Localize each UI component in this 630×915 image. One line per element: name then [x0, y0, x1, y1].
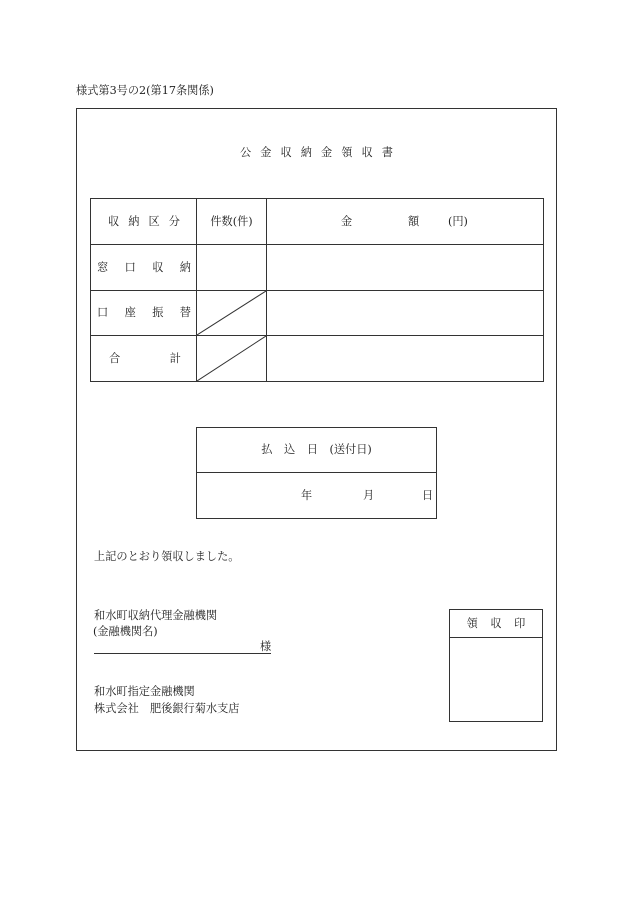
- category-cell-total: 合 計: [91, 336, 197, 382]
- summary-header-row: [91, 199, 544, 245]
- payment-date-label: 払 込 日 (送付日): [197, 428, 437, 473]
- agent-bank-name-label: (金融機関名): [93, 625, 158, 638]
- amount-header-label-1: 金: [341, 214, 353, 228]
- payment-date-value-cell: [197, 473, 437, 519]
- seal-box: [449, 609, 543, 722]
- payment-date-table: [196, 427, 437, 519]
- designated-bank-name: 株式会社 肥後銀行菊水支店: [94, 702, 240, 715]
- amount-header-unit: (円): [448, 214, 468, 228]
- amount-header: [267, 199, 544, 245]
- form-title: 公 金 収 納 金 領 収 書: [240, 146, 393, 159]
- summary-table: [90, 198, 544, 382]
- count-cell-total: [197, 336, 267, 382]
- count-header: 件数(件): [197, 199, 267, 245]
- seal-box-label: 領 収 印: [450, 610, 542, 638]
- form-number: 様式第3号の2(第17条関係): [76, 84, 214, 97]
- diagonal-strike-line: [197, 291, 266, 335]
- year-label: 年: [301, 488, 313, 502]
- payment-date-header-row: [197, 428, 437, 473]
- agent-bank-heading: 和水町収納代理金融機関: [94, 609, 218, 622]
- bank-name-underline: [94, 653, 271, 654]
- payment-date-value-row: [197, 473, 437, 519]
- diagonal-strike-line: [197, 336, 266, 381]
- designated-bank-heading: 和水町指定金融機関: [94, 685, 195, 698]
- honorific-sama: 様: [260, 640, 272, 653]
- amount-cell-counter: [267, 245, 544, 291]
- category-header: 収 納 区 分: [91, 199, 197, 245]
- table-row: [91, 291, 544, 336]
- day-label: 日: [422, 488, 434, 502]
- amount-cell-total: [267, 336, 544, 382]
- amount-header-label-2: 額: [408, 214, 420, 228]
- table-row: [91, 336, 544, 382]
- category-cell-counter: 窓 口 収 納: [91, 245, 197, 291]
- receipt-statement: 上記のとおり領収しました。: [94, 550, 240, 563]
- amount-cell-transfer: [267, 291, 544, 336]
- month-label: 月: [363, 488, 375, 502]
- table-row: [91, 245, 544, 291]
- category-cell-transfer: 口 座 振 替: [91, 291, 197, 336]
- count-cell-transfer: [197, 291, 267, 336]
- count-cell-counter: [197, 245, 267, 291]
